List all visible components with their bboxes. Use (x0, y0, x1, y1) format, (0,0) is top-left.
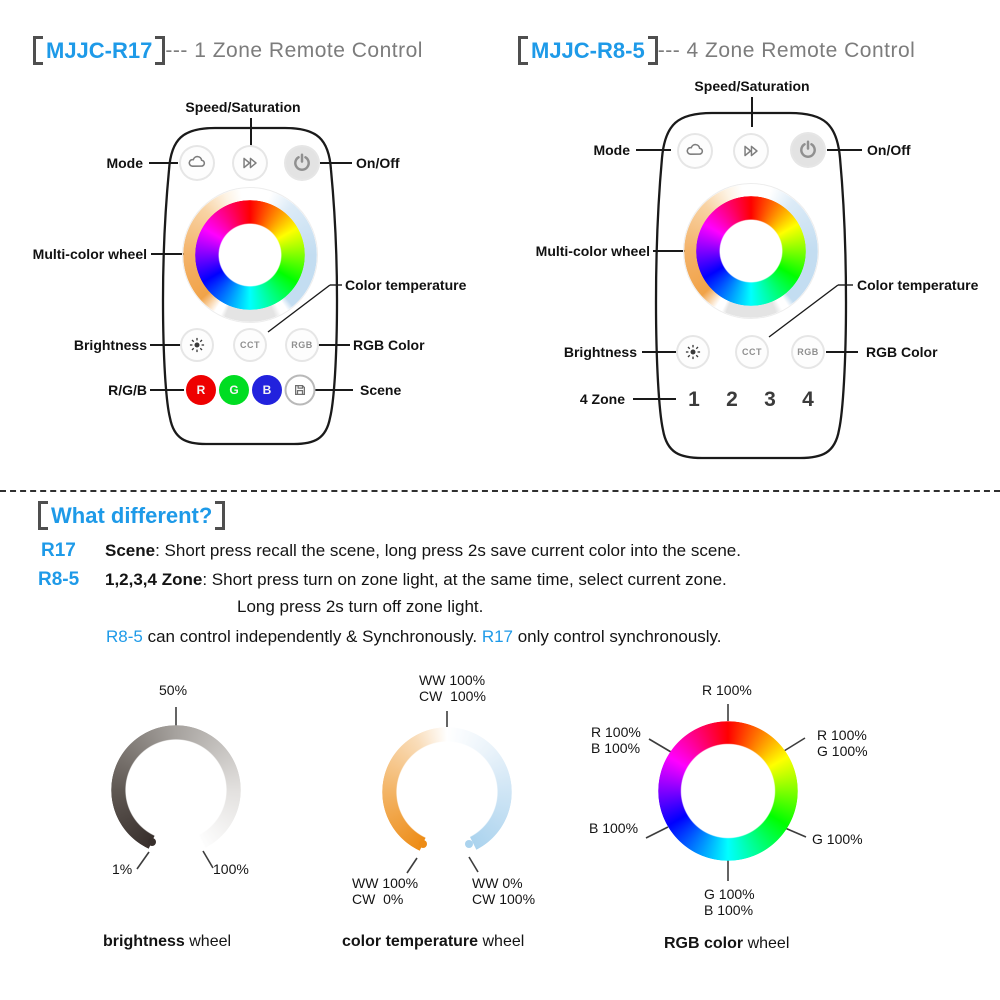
hue-ring (195, 200, 305, 310)
speed-saturation-button (735, 135, 767, 167)
label-multicolor-wheel: Multi-color wheel (535, 243, 650, 259)
sun-icon (683, 342, 703, 362)
sync-note (106, 627, 722, 647)
cct-wheel-cool-end (465, 840, 473, 848)
rgb-top-label: R 100% (702, 682, 752, 698)
model-name: MJJC-R17 (46, 37, 153, 63)
b-value: B 100% (704, 902, 754, 918)
model-name: MJJC-R8-5 (531, 37, 645, 63)
rgb-wheel-caption (664, 935, 789, 953)
bracket-icon (648, 36, 658, 65)
power-icon (291, 152, 313, 174)
title-text: --- 1 Zone Remote Control (165, 38, 423, 62)
zone-2-key: 2 (726, 388, 738, 411)
brightness-wheel-caption (103, 933, 231, 951)
row-text-r85 (105, 570, 727, 590)
bracket-icon (215, 501, 225, 530)
speed-saturation-button (234, 147, 266, 179)
model-ref: R8-5 (106, 627, 143, 646)
caption-rest: wheel (743, 935, 790, 952)
cloud-loop-icon (684, 140, 706, 162)
cw-value: CW 0% (352, 891, 404, 907)
ww-value: WW 100% (352, 875, 419, 891)
b-value: B 100% (591, 740, 641, 756)
rgb-right-label: G 100% (812, 831, 863, 847)
cw-value: CW 100% (472, 891, 536, 907)
power-icon (797, 139, 819, 161)
row-body: : Short press turn on zone light, at the same time, select current zone. (202, 570, 727, 589)
label-multicolor-wheel: Multi-color wheel (32, 246, 147, 262)
title-r17 (33, 36, 423, 65)
cct-bottom-right-label (472, 875, 535, 907)
title-r85 (518, 36, 915, 65)
multicolor-wheel-r17 (183, 188, 317, 322)
multicolor-wheel-r85 (684, 184, 818, 318)
label-mode: Mode (593, 142, 630, 158)
ww-value: WW 100% (419, 672, 486, 688)
fast-forward-icon (740, 140, 762, 162)
caption-bold: RGB color (664, 935, 744, 952)
row-body: : Short press recall the scene, long press 2s save current color into the scene. (155, 541, 741, 560)
cct-bottom-left-label (352, 875, 418, 907)
rgb-color-wheel (658, 721, 798, 861)
model-ref: R17 (481, 627, 513, 646)
label-speed-saturation: Speed/Saturation (694, 78, 810, 94)
green-key (219, 375, 249, 405)
zone-3-key: 3 (764, 388, 776, 411)
color-temperature-wheel (382, 727, 512, 857)
mode-button (679, 135, 711, 167)
rgb-button (287, 330, 317, 360)
bold-term: 1,2,3,4 Zone (105, 570, 203, 589)
bracket-icon (33, 36, 43, 65)
heading-text: What different? (51, 502, 213, 528)
bold-term: Scene (105, 541, 156, 560)
cct-wheel-warm-end (419, 840, 427, 848)
brightness-wheel (111, 725, 241, 855)
label-mode: Mode (106, 155, 143, 171)
row-model-r85: R8-5 (38, 569, 80, 590)
cct-button-label: CCT (742, 347, 762, 357)
power-button (286, 147, 318, 179)
zone-1-key: 1 (688, 388, 700, 411)
rgb-button-label: RGB (797, 347, 819, 357)
brightness-button (678, 337, 708, 367)
hue-ring (696, 196, 806, 306)
bracket-icon (518, 36, 528, 65)
bracket-icon (155, 36, 165, 65)
mode-button (181, 147, 213, 179)
rgb-button-label: RGB (291, 340, 313, 350)
caption-bold: color temperature (342, 933, 479, 950)
cloud-loop-icon (186, 152, 208, 174)
red-key-label: R (196, 383, 206, 397)
label-onoff: On/Off (356, 155, 400, 171)
bracket-icon (38, 501, 48, 530)
label-color-temperature: Color temperature (345, 277, 467, 293)
label-speed-saturation: Speed/Saturation (185, 99, 301, 115)
label-rgb-color: RGB Color (866, 344, 938, 360)
red-key (186, 375, 216, 405)
row-text-r17 (105, 541, 741, 561)
brightness-wheel-dark-end (148, 838, 156, 846)
blue-key-label: B (262, 383, 272, 397)
label-scene: Scene (360, 382, 402, 398)
brightness-button (182, 330, 212, 360)
caption-rest: wheel (478, 933, 525, 950)
rgb-left-label: B 100% (589, 820, 639, 836)
label-color-temperature: Color temperature (857, 277, 979, 293)
cct-wheel-caption (342, 933, 524, 951)
label-rgb-row: R/G/B (108, 382, 147, 398)
cct-button (737, 337, 767, 367)
what-different-heading (38, 501, 225, 530)
rgb-button (793, 337, 823, 367)
label-rgb-color: RGB Color (353, 337, 425, 353)
brightness-50-label: 50% (159, 682, 188, 698)
cw-value: CW 100% (419, 688, 486, 704)
rgb-top-left-label (591, 724, 641, 756)
brightness-100-label: 100% (213, 861, 249, 877)
label-brightness: Brightness (563, 344, 637, 360)
label-onoff: On/Off (867, 142, 911, 158)
label-4-zone: 4 Zone (579, 391, 625, 407)
power-button (792, 134, 824, 166)
ww-value: WW 0% (472, 875, 523, 891)
label-brightness: Brightness (73, 337, 147, 353)
blue-key (252, 375, 282, 405)
g-value: G 100% (817, 743, 868, 759)
r-value: R 100% (817, 727, 867, 743)
rgb-bottom-label (704, 886, 755, 918)
scene-button (287, 377, 314, 404)
green-key-label: G (229, 383, 239, 397)
fast-forward-icon (239, 152, 261, 174)
caption-bold: brightness (103, 933, 185, 950)
save-floppy-icon (293, 383, 308, 398)
row-text-r85-cont: Long press 2s turn off zone light. (237, 597, 484, 616)
rgb-top-right-label (817, 727, 868, 759)
cct-top-label (419, 672, 486, 704)
r-value: R 100% (591, 724, 641, 740)
cct-button (235, 330, 265, 360)
g-value: G 100% (704, 886, 755, 902)
zone-4-key: 4 (802, 388, 814, 411)
note-text: can control independently & Synchronously. (142, 627, 482, 646)
dashed-divider (0, 490, 1000, 492)
cct-button-label: CCT (240, 340, 260, 350)
sun-icon (187, 335, 207, 355)
title-text: --- 4 Zone Remote Control (657, 38, 916, 62)
brightness-1-label: 1% (112, 861, 133, 877)
caption-rest: wheel (184, 933, 232, 950)
note-text: only control synchronously. (513, 627, 722, 646)
row-model-r17: R17 (41, 540, 76, 561)
